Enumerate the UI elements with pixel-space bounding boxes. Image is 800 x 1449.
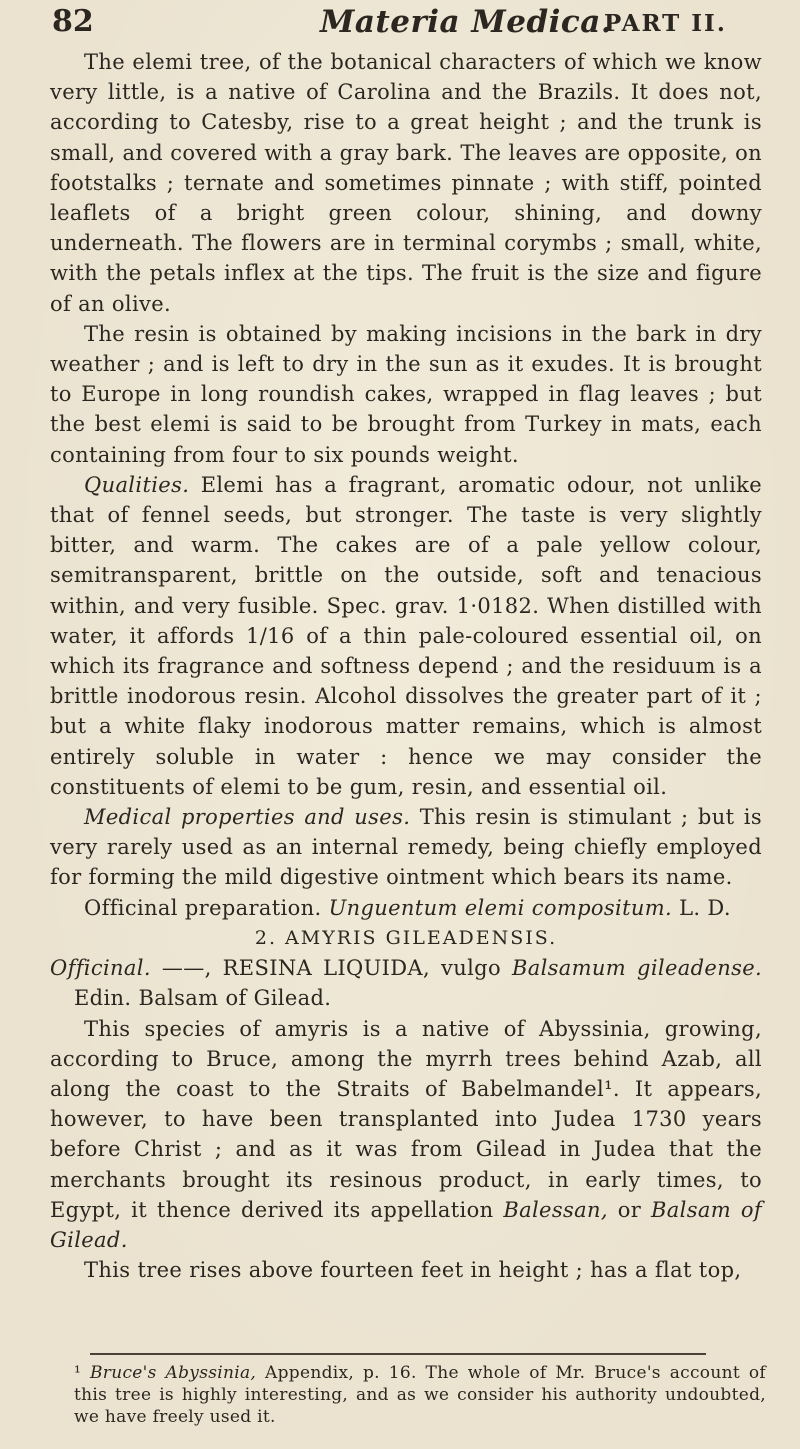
preparation-pharmacopoeias: L. D. — [679, 895, 731, 920]
or-word: or — [617, 1197, 642, 1222]
qualities-heading: Qualities. — [84, 472, 190, 497]
species-heading: 2. AMYRIS GILEADENSIS. — [254, 926, 558, 949]
paragraph-officinal — [50, 953, 762, 1013]
paragraph-abyssinia — [50, 1014, 762, 1256]
paragraph-tree-height: This tree rises above fourteen feet in height ; has a flat top, — [84, 1258, 742, 1283]
footnote-source: Bruce's Abyssinia, — [90, 1363, 257, 1383]
page-header — [0, 4, 800, 44]
running-title: Materia Medica. — [320, 4, 613, 40]
qualities-text: Elemi has a fragrant, aromatic odour, not unlike that of fennel seeds, but stronger. The taste is very slightly bitter, and warm. The cakes are of a pale yellow colour, semitransparent, brittle on the outside, soft and tenacious within, and very fusible. Spec. grav. 1·0182. When distilled with water, it affords 1/16 of a thin pale-coloured essential oil, on which its fragrance and softness depend ; and the residuum is a brittle inodorous resin. Alcohol dissolves the greater part of it ; but a white flaky inodorous matter remains, which is almost entirely soluble in water : hence we may consider the constituents of elemi to be gum, resin, and essential oil. — [50, 472, 762, 799]
officinal-label: Officinal. — [50, 956, 151, 981]
officinal-tail: Edin. Balsam of Gilead. — [74, 986, 332, 1011]
footnote-text: Appendix, p. 16. The whole of Mr. Bruce's account of this tree is highly interesting, and as we consider his authority undoubted, we have freely used it. — [74, 1363, 766, 1427]
officinal-name: ——, RESINA LIQUIDA, vulgo — [161, 956, 501, 981]
abyssinia-text: This species of amyris is a native of Abyssinia, growing, according to Bruce, among the myrrh trees behind Azab, all along the coast to the Straits of Babelmandel¹. It appears, however, to have been transplanted into Judea 1730 years before Christ ; and as it was from Gilead in Judea that the merchants brought its resinous product, in early times, to Egypt, it thence derived its appellation — [50, 1016, 762, 1222]
medical-heading: Medical properties and uses. — [84, 805, 411, 830]
footnote-marker: ¹ — [74, 1363, 82, 1383]
preparation-name: Unguentum elemi compositum. — [328, 895, 673, 920]
officinal-preparation-label: Officinal preparation. — [84, 895, 322, 920]
balessan-name: Balessan, — [503, 1197, 608, 1222]
officinal-vulgo-name: Balsamum gileadense. — [511, 956, 763, 981]
paragraph-resin: The resin is obtained by making incisions in the bark in dry weather ; and is left to dry in the sun as it exudes. It is brought to Europe in long roundish cakes, wrapped in flag leaves ; but the best elemi is said to be brought from Turkey in mats, each containing from four to six pounds weight. — [50, 321, 762, 467]
part-label: PART II. — [604, 10, 727, 37]
paragraph-medical — [50, 802, 762, 893]
page-number: 82 — [52, 4, 94, 39]
medical-text: This resin is stimulant ; but is very rarely used as an internal remedy, being chiefly employed for forming the mild digestive ointment which bears its name. — [50, 805, 762, 890]
balsam-gilead-name: Balsam of Gilead. — [50, 1197, 762, 1252]
body-text — [50, 47, 762, 1285]
footnote-rule — [90, 1353, 706, 1355]
paragraph-elemi-tree: The elemi tree, of the botanical characters of which we know very little, is a native of Carolina and the Brazils. It does not, according to Catesby, rise to a great height ; and the trunk is small, and covered with a gray bark. The leaves are opposite, on footstalks ; ternate and sometimes pinnate ; with stiff, pointed leaflets of a bright green colour, shining, and downy underneath. The flowers are in terminal corymbs ; small, white, with the petals inflex at the tips. The fruit is the size and figure of an olive. — [50, 50, 762, 316]
paragraph-qualities — [50, 470, 762, 802]
footnote — [74, 1362, 766, 1428]
paragraph-officinal-preparation — [50, 893, 762, 923]
